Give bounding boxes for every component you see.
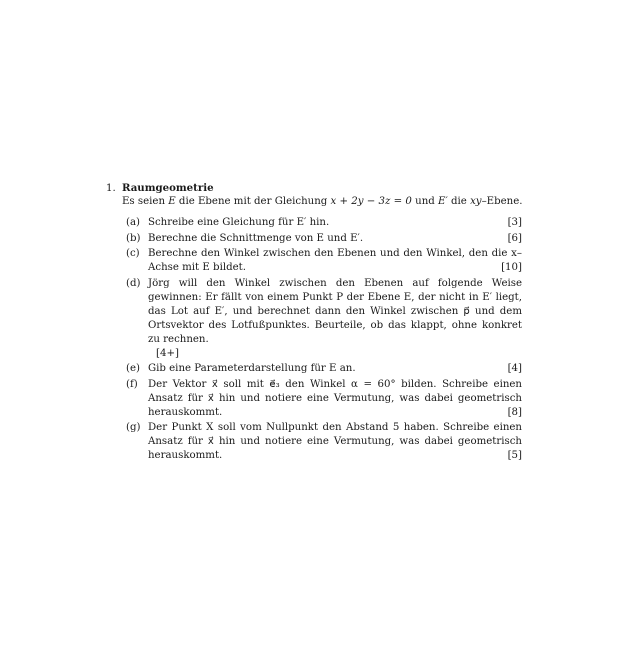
question-b [126,232,522,246]
intro-plane-e-prime: E′ [438,196,448,207]
question-list [126,216,522,463]
exercise-block [106,181,522,465]
question-points: [8] [507,406,522,418]
question-label: (g) [126,422,141,433]
question-label: (f) [126,378,138,390]
question-points: [5] [507,450,522,461]
question-text: Jörg will den Winkel zwischen den Ebenen auf folgende Weise gewinnen: Er fällt von einem Punkt P der Ebene E, der nicht in E′ liegt, das Lot auf E′, und berechnet dann den Winkel zwischen p⃗ und dem Ortsvektor des Lotfußpunktes. Beurteile, ob das klappt, ohne konkret zu rechnen. [148,277,522,345]
question-label: (b) [126,232,141,244]
question-points: [4+] [156,347,179,359]
intro-text-5: –Ebene. [481,196,523,207]
question-text: Der Vektor x⃗ soll mit e⃗₃ den Winkel α = 60° bilden. Schreibe einen Ansatz für x⃗ hin und notiere eine Vermutung, was dabei geometrisch herauskommt. [148,378,522,418]
question-points: [4] [507,363,522,374]
intro-equation: x + 2y − 3z = 0 [330,196,412,207]
question-label: (c) [126,248,140,259]
question-d [126,277,522,361]
question-points: [6] [507,232,522,244]
question-text: Berechne den Winkel zwischen den Ebenen und den Winkel, den die x–Achse mit E bildet. [148,248,522,273]
question-label: (a) [126,217,141,228]
question-text: Der Punkt X soll vom Nullpunkt den Abstand 5 haben. Schreibe einen Ansatz für x⃗ hin und notiere eine Vermutung, was dabei geometrisch herauskommt. [148,422,522,461]
question-points: [10] [501,262,522,273]
intro-text-4: die [447,196,471,207]
intro-text-2: die Ebene mit der Gleichung [175,196,331,207]
question-e [126,362,522,376]
question-a [126,216,522,230]
question-f [126,378,522,420]
intro-xy: xy [470,196,482,207]
section-heading [106,181,522,195]
question-text: Berechne die Schnittmenge von E und E′. [148,232,364,244]
question-g [126,421,522,463]
section-number: 1. [106,183,116,194]
question-text: Schreibe eine Gleichung für E′ hin. [148,217,330,228]
question-text: Gib eine Parameterdarstellung für E an. [148,363,356,374]
section-title: Raumgeometrie [122,182,214,194]
section-intro [122,195,522,209]
question-label: (d) [126,277,141,289]
intro-text-3: und [411,196,439,207]
question-points: [3] [507,217,522,228]
intro-plane-e: E [168,196,176,207]
question-c [126,247,522,275]
intro-text-1: Es seien [122,196,169,207]
question-label: (e) [126,363,140,374]
